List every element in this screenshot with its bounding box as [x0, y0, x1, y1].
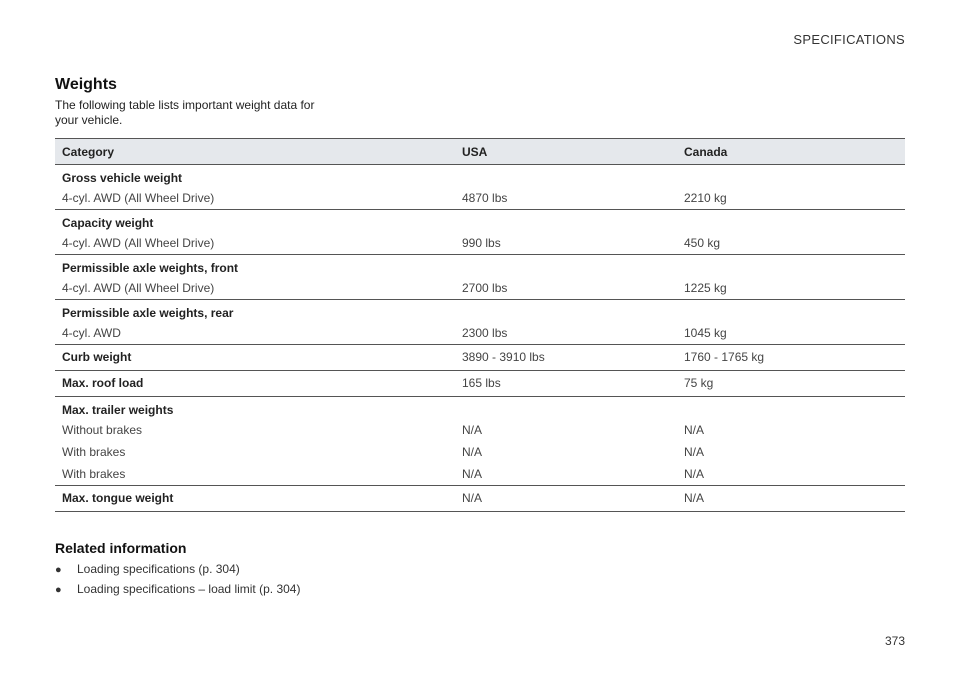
category-cell [55, 255, 455, 300]
canada-value: N/A [684, 467, 705, 481]
usa-cell [455, 300, 677, 345]
table-row [55, 300, 905, 345]
table-row [55, 397, 905, 486]
canada-value: 1045 kg [684, 326, 727, 340]
usa-value: N/A [462, 467, 483, 481]
table-row [55, 210, 905, 255]
section-header: SPECIFICATIONS [793, 32, 905, 47]
usa-value: N/A [462, 445, 483, 459]
canada-value: 1225 kg [684, 281, 727, 295]
variant-label: 4-cyl. AWD (All Wheel Drive) [62, 236, 215, 250]
canada-value: N/A [677, 486, 905, 512]
weights-table [55, 138, 905, 512]
canada-cell [677, 397, 905, 486]
category-heading: Permissible axle weights, front [62, 261, 239, 275]
table-row [55, 165, 905, 210]
usa-value: 2700 lbs [462, 281, 508, 295]
table-header-row [55, 139, 905, 165]
category-cell [55, 397, 455, 486]
canada-value: 2210 kg [684, 191, 727, 205]
category-cell [55, 300, 455, 345]
variant-label: Without brakes [62, 423, 143, 437]
usa-value: 990 lbs [462, 236, 501, 250]
variant-label: With brakes [62, 445, 126, 459]
usa-value: 2300 lbs [462, 326, 508, 340]
usa-cell [455, 255, 677, 300]
related-link[interactable] [55, 559, 300, 579]
related-links-list [55, 559, 300, 599]
table-row [55, 371, 905, 397]
column-header-usa: USA [455, 139, 677, 165]
variant-label: 4-cyl. AWD (All Wheel Drive) [62, 191, 215, 205]
canada-value: 450 kg [684, 236, 721, 250]
table-body [55, 165, 905, 512]
category-heading: Capacity weight [62, 216, 154, 230]
canada-cell [677, 300, 905, 345]
page-number: 373 [884, 634, 905, 648]
usa-value: N/A [455, 486, 677, 512]
usa-cell [455, 165, 677, 210]
usa-cell [455, 397, 677, 486]
usa-cell [455, 210, 677, 255]
canada-value: N/A [684, 423, 705, 437]
category-heading: Permissible axle weights, rear [62, 306, 234, 320]
canada-cell [677, 165, 905, 210]
usa-value: 165 lbs [455, 371, 677, 397]
column-header-category: Category [55, 139, 455, 165]
related-link-text[interactable]: Loading specifications – load limit (p. 304) [77, 582, 301, 596]
bullet-icon: ● [55, 564, 62, 576]
intro-text: The following table lists important weight data for your vehicle. [55, 98, 315, 127]
table-row [55, 255, 905, 300]
usa-value: 3890 - 3910 lbs [455, 345, 677, 371]
page-title: Weights [55, 76, 117, 93]
category-cell [55, 210, 455, 255]
canada-value: 75 kg [677, 371, 905, 397]
table-row [55, 486, 905, 512]
canada-value: 1760 - 1765 kg [677, 345, 905, 371]
table-header [55, 139, 905, 165]
usa-value: N/A [462, 423, 483, 437]
category-cell [55, 165, 455, 210]
category-heading: Max. trailer weights [62, 403, 174, 417]
bullet-icon: ● [55, 584, 62, 596]
related-link[interactable] [55, 579, 300, 599]
canada-value: N/A [684, 445, 705, 459]
category-heading: Curb weight [55, 345, 455, 371]
variant-label: 4-cyl. AWD [62, 326, 121, 340]
variant-label: 4-cyl. AWD (All Wheel Drive) [62, 281, 215, 295]
related-link-text[interactable]: Loading specifications (p. 304) [77, 562, 240, 576]
usa-value: 4870 lbs [462, 191, 508, 205]
category-heading: Max. tongue weight [55, 486, 455, 512]
category-heading: Gross vehicle weight [62, 171, 183, 185]
related-information-heading: Related information [55, 540, 187, 556]
column-header-canada: Canada [677, 139, 905, 165]
canada-cell [677, 255, 905, 300]
canada-cell [677, 210, 905, 255]
variant-label: With brakes [62, 467, 126, 481]
category-heading: Max. roof load [55, 371, 455, 397]
table-row [55, 345, 905, 371]
